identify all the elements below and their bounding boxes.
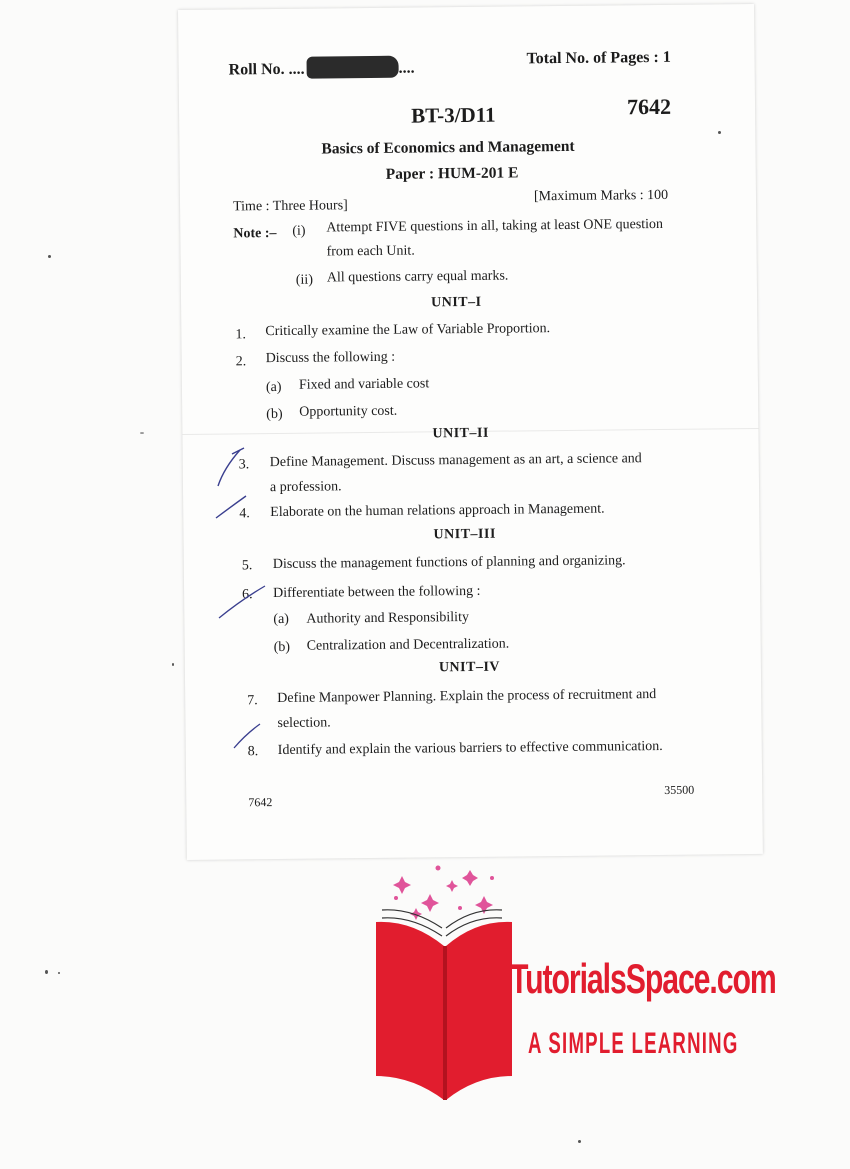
paper-number: 7642 xyxy=(626,93,672,120)
pen-tick-marks xyxy=(210,440,270,540)
watermark-tagline: A SIMPLE LEARNING xyxy=(528,1027,739,1060)
question-text: Define Manpower Planning. Explain the process of recruitment and xyxy=(277,687,657,706)
question-number: 7. xyxy=(247,693,258,709)
question-text: Discuss the following : xyxy=(265,349,396,367)
question-text: Differentiate between the following : xyxy=(273,583,481,602)
roll-dots-after: .... xyxy=(398,59,415,77)
maximum-marks: [Maximum Marks : 100 xyxy=(533,187,669,205)
sub-question-text: Authority and Responsibility xyxy=(306,609,470,627)
unit-heading: UNIT–III xyxy=(433,526,496,543)
scan-speck xyxy=(48,255,51,258)
footer-code: 35500 xyxy=(664,782,695,797)
question-number: 2. xyxy=(235,354,247,370)
sub-question-label: (a) xyxy=(273,611,290,628)
sub-question-label: (a) xyxy=(265,379,282,396)
scan-speck xyxy=(58,972,60,974)
total-pages: Total No. of Pages : 1 xyxy=(526,48,671,68)
question-number: 6. xyxy=(242,587,253,603)
question-number: 3. xyxy=(238,457,250,473)
footer-paper-number: 7642 xyxy=(248,795,273,810)
question-text-continued: a profession. xyxy=(269,479,342,496)
note-label: Note :– xyxy=(233,225,277,242)
question-number: 8. xyxy=(247,744,259,760)
watermark-brand: TutorialsSpace.com xyxy=(510,955,776,1002)
question-text: Elaborate on the human relations approach in Management. xyxy=(270,501,605,521)
paper-name: Paper : HUM-201 E xyxy=(385,164,519,183)
question-text-continued: selection. xyxy=(277,715,331,731)
redacted-roll-number xyxy=(306,56,398,79)
sub-question-label: (b) xyxy=(273,639,291,656)
note-item-text: Attempt FIVE questions in all, taking at least ONE question xyxy=(326,216,664,236)
subject-title: Basics of Economics and Management xyxy=(321,137,575,158)
roll-label: Roll No. xyxy=(228,60,285,79)
exam-time: Time : Three Hours] xyxy=(232,198,348,215)
note-item-number: (ii) xyxy=(295,272,314,288)
sub-question-text: Fixed and variable cost xyxy=(298,376,430,393)
roll-number-field xyxy=(228,56,414,80)
scan-speck xyxy=(140,432,144,434)
pen-tick-mark xyxy=(215,580,275,630)
pen-tick-mark xyxy=(228,722,268,758)
question-text: Define Management. Discuss management as an art, a science and xyxy=(269,451,642,471)
scan-speck xyxy=(718,131,721,134)
roll-dots-before: .... xyxy=(288,60,305,78)
question-text: Identify and explain the various barriers to effective communication. xyxy=(277,738,663,758)
paper-code: BT-3/D11 xyxy=(410,102,496,128)
unit-heading: UNIT–IV xyxy=(438,659,501,676)
note-item-number: (i) xyxy=(292,223,306,239)
question-number: 1. xyxy=(235,327,246,343)
scan-speck xyxy=(578,1140,581,1143)
question-number: 5. xyxy=(241,558,253,574)
question-number: 4. xyxy=(239,506,250,522)
sub-question-text: Centralization and Decentralization. xyxy=(306,636,510,654)
unit-heading: UNIT–II xyxy=(432,425,489,442)
note-item-text-continued: from each Unit. xyxy=(326,243,415,260)
unit-heading: UNIT–I xyxy=(431,294,482,311)
sub-question-text: Opportunity cost. xyxy=(299,403,398,420)
question-text: Discuss the management functions of planning and organizing. xyxy=(272,553,626,573)
scan-speck xyxy=(45,970,48,974)
sub-question-label: (b) xyxy=(266,406,283,423)
scan-speck xyxy=(172,663,174,666)
note-item-text: All questions carry equal marks. xyxy=(326,268,509,286)
question-text: Critically examine the Law of Variable Proportion. xyxy=(265,321,551,340)
